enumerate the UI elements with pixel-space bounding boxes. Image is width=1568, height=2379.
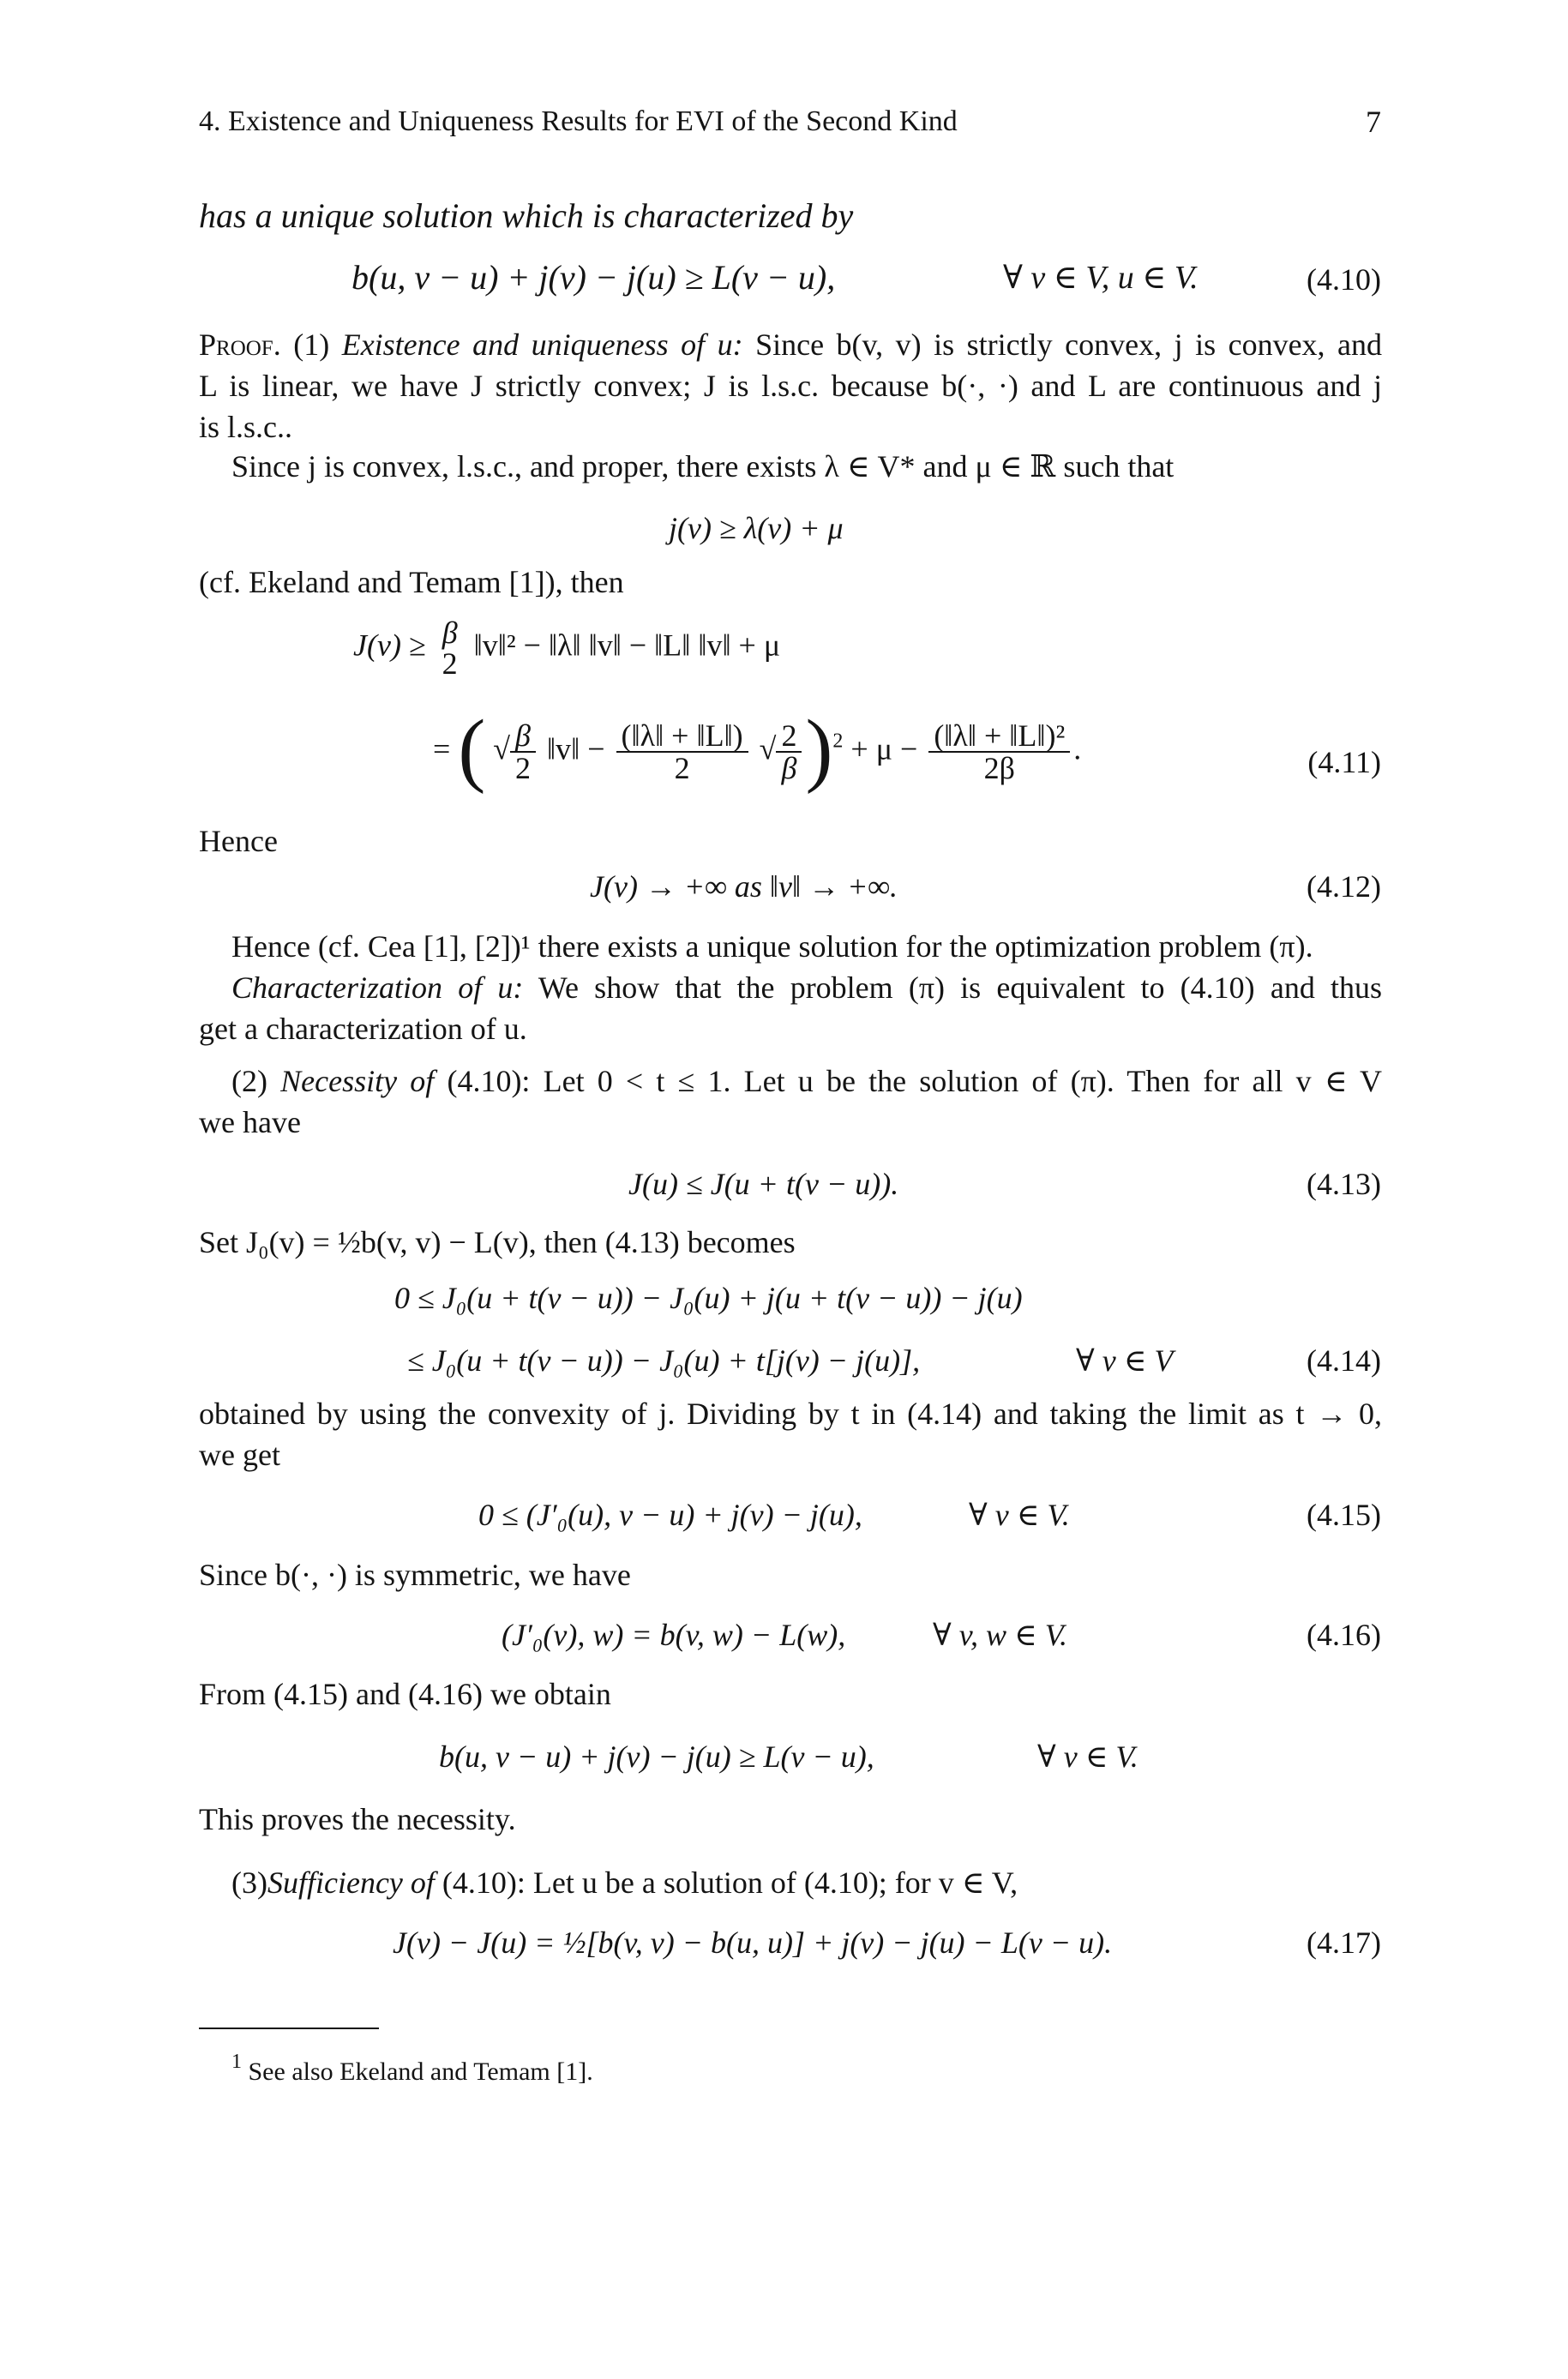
equation-number-4-11: (4.11) bbox=[1307, 745, 1381, 779]
equation-4-14-line-1: 0 ≤ J₀(u + t(v − u)) − J₀(u) + j(u + t(v − u)) − j(u) bbox=[394, 1281, 1023, 1315]
equation-4-14-quantifier: ∀ v ∈ V bbox=[1076, 1343, 1174, 1378]
symmetric-line: Since b(·, ·) is symmetric, we have bbox=[199, 1558, 631, 1592]
obtained-paragraph: obtained by using the convexity of j. Dividing by t in (4.14) and taking the limit as t → 0, we get bbox=[199, 1397, 1382, 1472]
since-j-convex-line: Since j is convex, l.s.c., and proper, there exists λ ∈ V* and μ ∈ ℝ such that bbox=[231, 449, 1174, 484]
equation-4-10: b(u, v − u) + j(v) − j(u) ≥ L(v − u), bbox=[351, 258, 836, 297]
from-line: From (4.15) and (4.16) we obtain bbox=[199, 1677, 611, 1711]
squared-norm-over-two-beta: $\frac{\text{(‖λ‖ + ‖L‖)²}}{2\beta}$ bbox=[928, 720, 1070, 784]
sqrt-two-over-beta: √ $\frac{2}{\beta}$ bbox=[760, 720, 806, 784]
equation-number-4-13: (4.13) bbox=[1307, 1167, 1381, 1201]
equation-number-4-10: (4.10) bbox=[1307, 262, 1381, 297]
equation-number-4-15: (4.15) bbox=[1307, 1498, 1381, 1532]
characterization-title: Characterization of u: bbox=[231, 970, 524, 1005]
proof-part-1: Proof. (1) Existence and uniqueness of u: Since b(v, v) is strictly convex, j is convex, and L is linear, we have J strictly convex; J is l.s.c. because b(·, ·) and L are continuous and j is l.s.c.. bbox=[199, 327, 1383, 444]
footnote: $^1$ See also Ekeland and Temam [1]. bbox=[231, 2051, 593, 2086]
beta-over-two: β 2 bbox=[442, 616, 458, 681]
equation-number-4-12: (4.12) bbox=[1307, 869, 1381, 904]
part-3-title: Sufficiency of bbox=[267, 1865, 435, 1900]
part-2-title: Necessity of bbox=[280, 1064, 435, 1098]
proof-part-2: (2) Necessity of (4.10): Let 0 < t ≤ 1. Let u be the solution of (π). Then for all v ∈ V we have bbox=[199, 1064, 1383, 1139]
cea-paragraph: Hence (cf. Cea [1], [2])¹ there exists a unique solution for the optimization problem (π). Characterization of u: We show that the problem (π) is equivalent to (4.10) and thus get a characterization of u. bbox=[199, 929, 1383, 1046]
equation-number-4-17: (4.17) bbox=[1307, 1925, 1381, 1960]
equation-4-10-quantifier: ∀ v ∈ V, u ∈ V. bbox=[1003, 260, 1199, 296]
hence-label: Hence bbox=[199, 824, 278, 858]
part-1-title: Existence and uniqueness of u: bbox=[341, 327, 743, 362]
equation-4-16-quantifier: ∀ v, w ∈ V. bbox=[933, 1618, 1068, 1652]
equation-number-4-14: (4.14) bbox=[1307, 1343, 1381, 1378]
equation-4-14-line-2: ≤ J₀(u + t(v − u)) − J₀(u) + t[j(v) − j(u)], bbox=[407, 1343, 921, 1378]
equation-4-11-line-2: = ( √ $\frac{\beta}{2}$ ‖v‖ − $\frac{(‖\lambda‖ + ‖L‖)}{2}$ √ $\frac{2}{\beta}$ )$^2$ + μ − $\frac{\text{(‖λ‖ + ‖L‖)²}}{2\beta}$ . bbox=[433, 702, 1082, 795]
equation-4-16: (J′₀(v), w) = b(v, w) − L(w), bbox=[502, 1618, 846, 1652]
equation-4-15-quantifier: ∀ v ∈ V. bbox=[969, 1498, 1070, 1532]
equation-4-12: J(v) → +∞ as ‖v‖ → +∞. bbox=[590, 869, 898, 904]
page-number: 7 bbox=[1366, 105, 1381, 139]
equation-4-11-line-1: J(v) ≥ β 2 ‖v‖² − ‖λ‖ ‖v‖ − ‖L‖ ‖v‖ + μ bbox=[353, 616, 781, 681]
cf-ekeland-line: (cf. Ekeland and Temam [1]), then bbox=[199, 565, 624, 599]
equation-4-15: 0 ≤ (J′₀(u), v − u) + j(v) − j(u), bbox=[478, 1498, 862, 1532]
equation-number-4-16: (4.16) bbox=[1307, 1618, 1381, 1652]
lambda-plus-L-over-two: $\frac{(‖\lambda‖ + ‖L‖)}{2}$ bbox=[616, 720, 748, 784]
intro-sentence: has a unique solution which is characterized by bbox=[199, 196, 854, 235]
inequality-lambda-mu: j(v) ≥ λ(v) + μ bbox=[669, 511, 844, 545]
running-head: 4. Existence and Uniqueness Results for EVI of the Second Kind bbox=[199, 105, 958, 137]
proves-necessity-line: This proves the necessity. bbox=[199, 1802, 516, 1836]
footnote-mark: 1 bbox=[231, 2051, 242, 2073]
equation-4-17: J(v) − J(u) = ½[b(v, v) − b(u, u)] + j(v) − j(u) − L(v − u). bbox=[393, 1925, 1113, 1960]
sqrt-beta-over-two: √ $\frac{\beta}{2}$ bbox=[493, 720, 539, 784]
proof-label: Proof. bbox=[199, 327, 281, 362]
equation-necessity-quantifier: ∀ v ∈ V. bbox=[1037, 1739, 1138, 1774]
equation-4-13: J(u) ≤ J(u + t(v − u)). bbox=[628, 1167, 899, 1201]
set-J0-line: Set J₀(v) = ½b(v, v) − L(v), then (4.13) becomes bbox=[199, 1225, 796, 1259]
footnote-rule bbox=[199, 2028, 379, 2029]
proof-part-3: (3)Sufficiency of (4.10): Let u be a solution of (4.10); for v ∈ V, bbox=[231, 1865, 1018, 1900]
equation-necessity-result: b(u, v − u) + j(v) − j(u) ≥ L(v − u), bbox=[439, 1739, 874, 1774]
